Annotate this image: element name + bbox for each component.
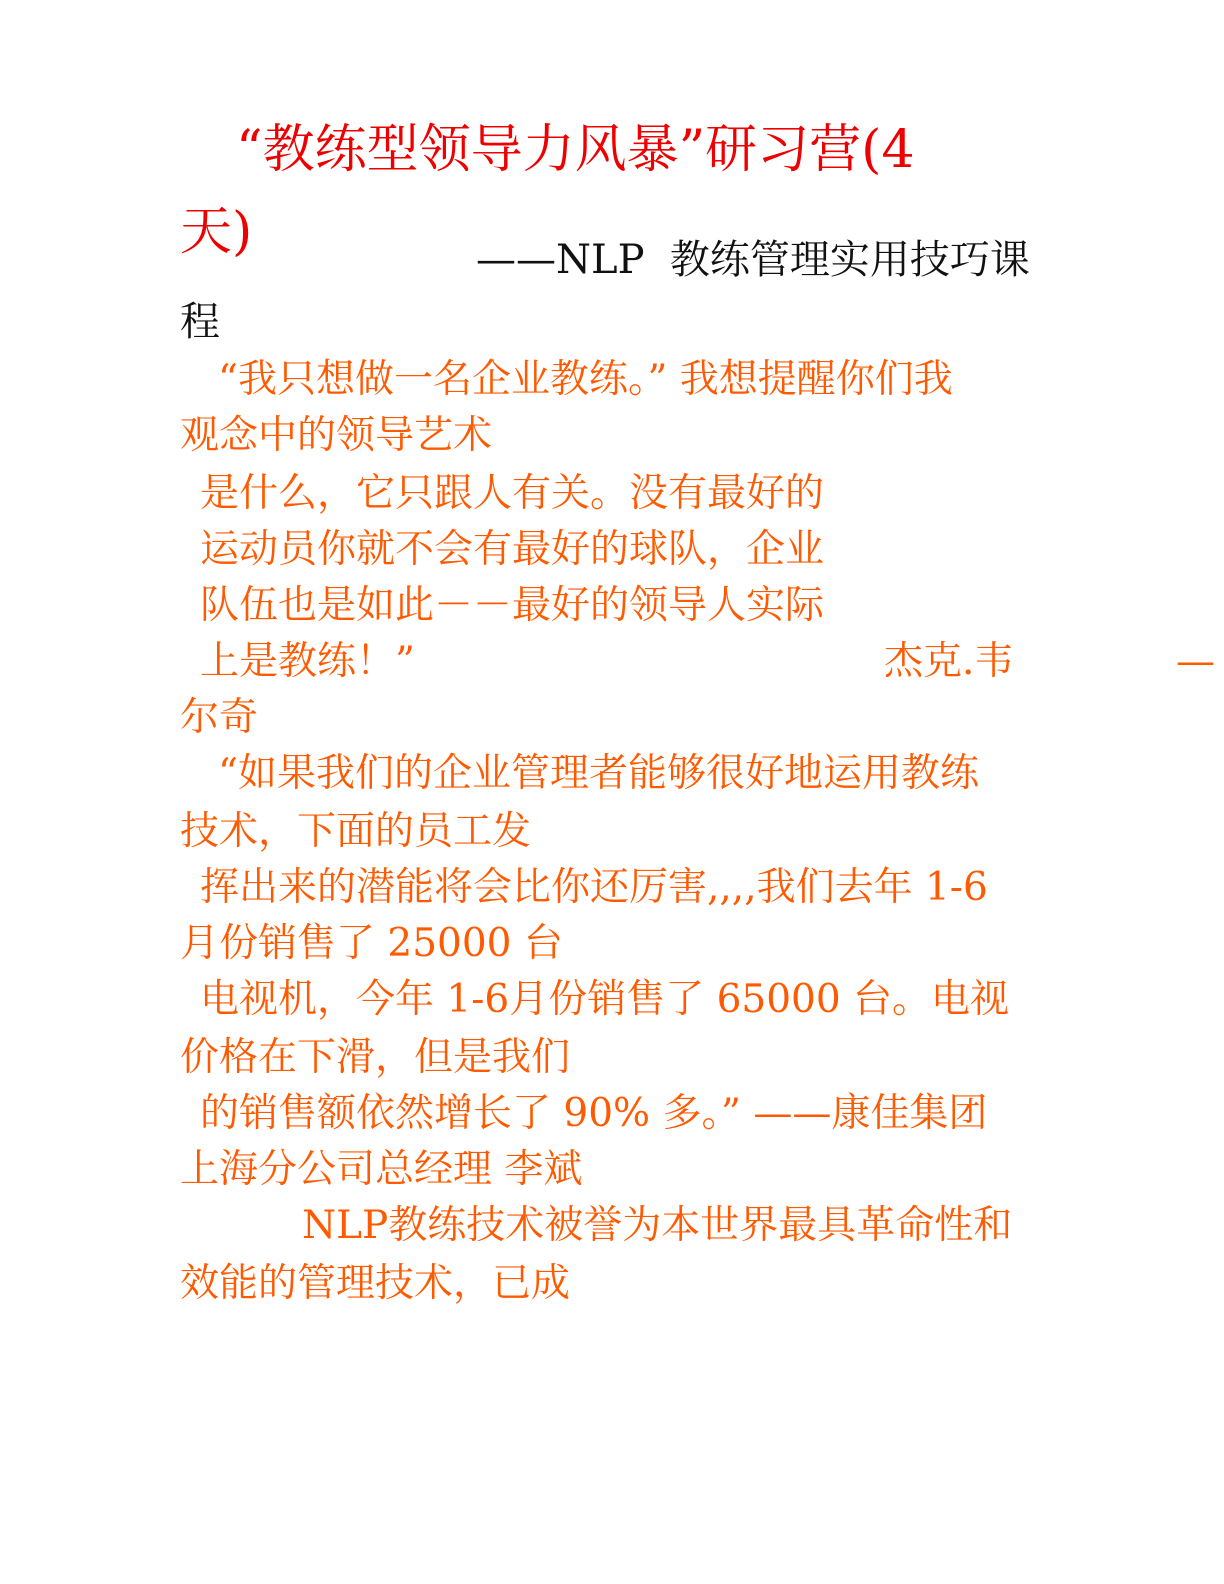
quote1-line-3: 是什么，它只跟人有关。没有最好的 [200,471,825,516]
para3-line-1: NLP教练技术被誉为本世界最具革命性和 [302,1203,1013,1248]
subtitle-line-2: 程 [180,299,220,345]
quote1-attribution: 杰克.韦 [884,639,1014,684]
title-line-2: 天) [180,202,253,262]
quote2-line-3: 挥出来的潜能将会比你还厉害,,,,我们去年 1-6 [200,865,988,910]
quote2-line-2: 技术，下面的员工发 [180,809,532,854]
quote1-line-5: 队伍也是如此－－最好的领导人实际 [200,583,825,628]
quote1-line-6: 上是教练！” [200,639,415,684]
title-line-1: “教练型领导力风暴”研习营(4 [236,120,915,180]
quote1-line-1: “我只想做一名企业教练。” 我想提醒你们我 [218,357,953,402]
quote1-dash: — [1176,639,1215,684]
quote1-line-4: 运动员你就不会有最好的球队，企业 [200,527,825,572]
quote2-line-8: 上海分公司总经理 李斌 [180,1147,583,1192]
subtitle-line-1: ——NLP 教练管理实用技巧课 [476,237,1030,283]
quote2-line-5: 电视机，今年 1-6月份销售了 65000 台。电视 [200,977,1010,1022]
quote1-line-7: 尔奇 [180,695,259,740]
quote1-line-2: 观念中的领导艺术 [180,413,493,458]
para3-line-2: 效能的管理技术，已成 [180,1261,571,1306]
quote2-line-7: 的销售额依然增长了 90% 多。” ——康佳集团 [200,1091,988,1136]
quote2-line-1: “如果我们的企业管理者能够很好地运用教练 [218,751,979,796]
quote2-line-6: 价格在下滑，但是我们 [180,1035,571,1080]
quote2-line-4: 月份销售了 25000 台 [180,921,563,966]
